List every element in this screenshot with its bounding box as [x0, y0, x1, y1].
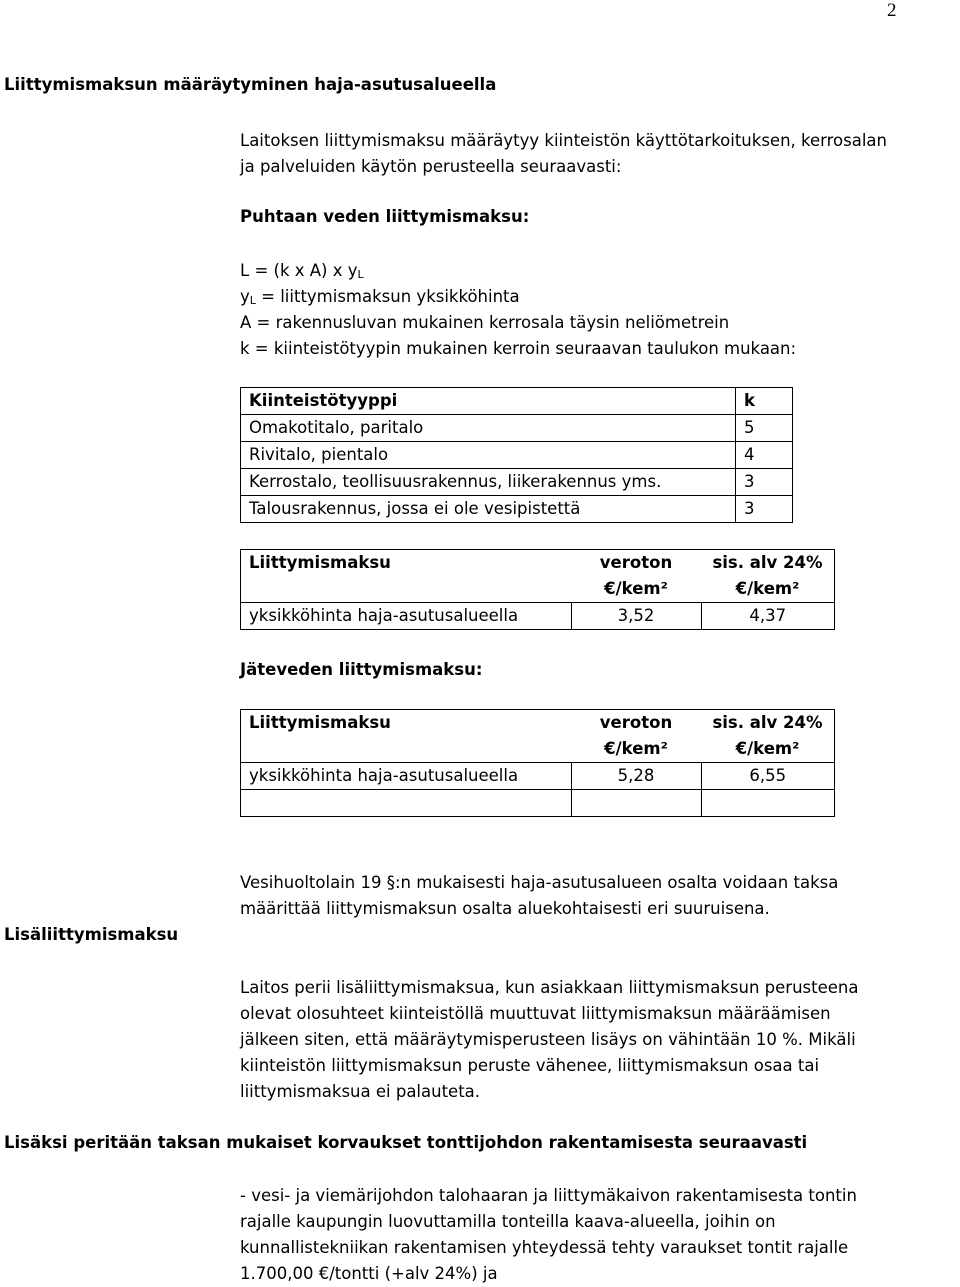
veroton-unit: €/kem²	[604, 739, 668, 758]
fee-table-header	[241, 550, 835, 603]
fee-table-header-label: Liittymismaksu	[241, 550, 572, 603]
waste-water-heading: Jäteveden liittymismaksu:	[240, 660, 483, 679]
fee-table-header-alv	[701, 710, 835, 763]
formula-line-2-var: y	[240, 287, 250, 306]
formula-line-1-text: L = (k x A) x y	[240, 261, 358, 280]
table-row	[241, 496, 793, 523]
k-table-cell-k: 3	[736, 496, 793, 523]
bottom-list-line-1: - vesi- ja viemärijohdon talohaaran ja liittymäkaivon rakentamisesta tontin	[240, 1186, 857, 1205]
k-coefficient-table	[240, 387, 793, 523]
fee-row-label: yksikköhinta haja-asutusalueella	[241, 763, 572, 790]
waste-water-fee-table	[240, 709, 835, 817]
fee-table-header	[241, 710, 835, 763]
clean-water-fee-table	[240, 549, 835, 630]
extra-fee-label: Lisäliittymismaksu	[4, 925, 179, 944]
extra-fee-para2-line2: olevat olosuhteet kiinteistöllä muuttuvat liittymismaksun määräämisen	[240, 1004, 831, 1023]
formula-line-4: k = kiinteistötyypin mukainen kerroin seuraavan taulukon mukaan:	[240, 339, 797, 358]
k-table-cell-type: Talousrakennus, jossa ei ole vesipistettä	[241, 496, 736, 523]
page-number: 2	[887, 0, 897, 21]
k-table-cell-k: 5	[736, 415, 793, 442]
table-row	[241, 469, 793, 496]
table-row	[241, 415, 793, 442]
veroton-label: veroton	[599, 553, 673, 572]
fee-table-header-veroton	[571, 550, 701, 603]
clean-water-heading: Puhtaan veden liittymismaksu:	[240, 207, 530, 226]
k-table-cell-type: Rivitalo, pientalo	[241, 442, 736, 469]
extra-fee-para1-line2: määrittää liittymismaksun osalta aluekohtaisesti eri suuruisena.	[240, 899, 770, 918]
main-heading: Liittymismaksun määräytyminen haja-asutusalueella	[4, 75, 497, 94]
bottom-heading: Lisäksi peritään taksan mukaiset korvaukset tonttijohdon rakentamisesta seuraavasti	[4, 1133, 808, 1152]
veroton-unit: €/kem²	[604, 579, 668, 598]
k-table-cell-k: 3	[736, 469, 793, 496]
fee-row-veroton: 3,52	[571, 603, 701, 630]
k-table-header-type: Kiinteistötyyppi	[241, 388, 736, 415]
k-table-cell-type: Kerrostalo, teollisuusrakennus, liikerakennus yms.	[241, 469, 736, 496]
formula-line-3: A = rakennusluvan mukainen kerrosala täysin neliömetrein	[240, 313, 730, 332]
fee-row-alv: 4,37	[701, 603, 835, 630]
alv-unit: €/kem²	[735, 579, 800, 598]
table-row	[241, 603, 835, 630]
k-table-cell-k: 4	[736, 442, 793, 469]
alv-label: sis. alv 24%	[712, 713, 823, 732]
fee-row-alv: 6,55	[701, 763, 835, 790]
alv-label: sis. alv 24%	[712, 553, 823, 572]
fee-row-veroton: 5,28	[571, 763, 701, 790]
empty-cell	[571, 790, 701, 817]
k-table-header-k: k	[736, 388, 793, 415]
formula-line-2-text: = liittymismaksun yksikköhinta	[255, 287, 520, 306]
empty-cell	[701, 790, 835, 817]
table-row	[241, 442, 793, 469]
k-table-header	[241, 388, 793, 415]
table-row	[241, 763, 835, 790]
extra-fee-para1-line1: Vesihuoltolain 19 §:n mukaisesti haja-asutusalueen osalta voidaan taksa	[240, 873, 839, 892]
fee-table-header-veroton	[571, 710, 701, 763]
extra-fee-para2-line5: liittymismaksua ei palauteta.	[240, 1082, 481, 1101]
intro-line-1: Laitoksen liittymismaksu määräytyy kiinteistön käyttötarkoituksen, kerrosalan	[240, 131, 888, 150]
bottom-list-line-4: 1.700,00 €/tontti (+alv 24%) ja	[240, 1264, 498, 1283]
k-table-cell-type: Omakotitalo, paritalo	[241, 415, 736, 442]
empty-cell	[241, 790, 572, 817]
extra-fee-para2-line4: kiinteistön liittymismaksun peruste vähenee, liittymismaksun osaa tai	[240, 1056, 820, 1075]
formula-line-1-sub: L	[357, 268, 364, 281]
formula-line-2-sub: L	[249, 294, 256, 307]
table-row-empty	[241, 790, 835, 817]
extra-fee-para2-line1: Laitos perii lisäliittymismaksua, kun asiakkaan liittymismaksun perusteena	[240, 978, 859, 997]
bottom-list-line-2: rajalle kaupungin luovuttamilla tonteilla kaava-alueella, joihin on	[240, 1212, 776, 1231]
fee-row-label: yksikköhinta haja-asutusalueella	[241, 603, 572, 630]
fee-table-header-alv	[701, 550, 835, 603]
intro-line-2: ja palveluiden käytön perusteella seuraavasti:	[240, 157, 622, 176]
veroton-label: veroton	[599, 713, 673, 732]
bottom-list-line-3: kunnallistekniikan rakentamisen yhteydessä tehty varaukset tontit rajalle	[240, 1238, 849, 1257]
fee-table-header-label: Liittymismaksu	[241, 710, 572, 763]
extra-fee-para2-line3: jälkeen siten, että määräytymisperusteen lisäys on vähintään 10 %. Mikäli	[240, 1030, 856, 1049]
alv-unit: €/kem²	[735, 739, 800, 758]
